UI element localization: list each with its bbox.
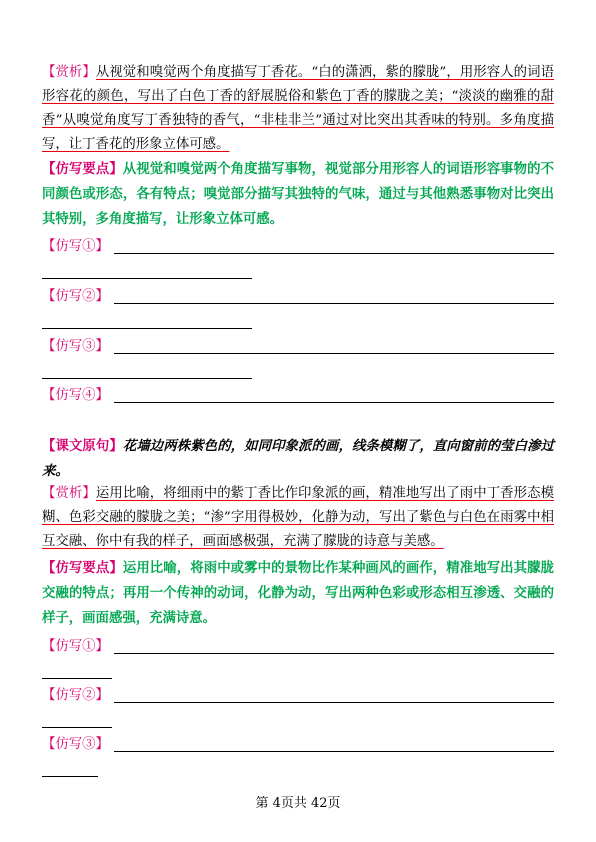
points-paragraph-1 bbox=[42, 157, 554, 232]
points-text: 从视觉和嗅觉两个角度描写事物，视觉部分用形容人的词语形容事物的不同颜色或形态，各有特点；嗅觉部分描写其独特的气味，通过与其他熟悉事物对比突出其特别，多角度描写，让形象立体可感。 bbox=[42, 161, 555, 227]
analysis-text: 运用比喻，将细雨中的紫丁香比作印象派的画，精准地写出了雨中丁香形态模糊、色彩交融的朦胧之美；“渗”字用得极妙，化静为动，写出了紫色与白色在雨雾中相互交融、你中有我的样子，画面感极强，充满了朦胧的诗意与美感。 bbox=[42, 486, 554, 549]
exercise-label-1: 【仿写①】 bbox=[42, 239, 109, 254]
analysis-tag: 【赏析】 bbox=[42, 486, 96, 501]
answer-line[interactable] bbox=[42, 678, 112, 679]
answer-line[interactable] bbox=[114, 402, 554, 403]
analysis-text: 从视觉和嗅觉两个角度描写丁香花。“白的潇洒，紫的朦胧”，用形容人的词语形容花的颜色，写出了白色丁香的舒展脱俗和紫色丁香的朦胧之美；“淡淡的幽雅的甜香”从嗅觉角度写丁香独特的香气，“非桂非兰”通过对比突出其香味的特别。多角度描写，让丁香花的形象立体可感。 bbox=[42, 65, 554, 152]
answer-line[interactable] bbox=[114, 253, 554, 254]
answer-line[interactable] bbox=[42, 328, 252, 329]
points-paragraph-2 bbox=[42, 556, 554, 631]
analysis-paragraph-2 bbox=[42, 482, 554, 554]
exercise-label-2: 【仿写②】 bbox=[42, 289, 109, 304]
original-tag: 【课文原句】 bbox=[42, 438, 123, 454]
points-tag: 【仿写要点】 bbox=[42, 560, 123, 576]
exercise-label-1: 【仿写①】 bbox=[42, 639, 109, 654]
exercise-label-2: 【仿写②】 bbox=[42, 688, 109, 703]
exercise-label-4: 【仿写④】 bbox=[42, 388, 109, 403]
analysis-tag: 【赏析】 bbox=[42, 65, 96, 80]
exercise-label-3: 【仿写③】 bbox=[42, 737, 109, 752]
answer-line[interactable] bbox=[42, 727, 112, 728]
analysis-paragraph-1 bbox=[42, 61, 554, 157]
answer-line[interactable] bbox=[114, 353, 554, 354]
points-text: 运用比喻，将雨中或雾中的景物比作某种画风的画作，精准地写出其朦胧交融的特点；再用一个传神的动词，化静为动，写出两种色彩或形态相互渗透、交融的样子，画面感强，充满诗意。 bbox=[42, 560, 555, 626]
points-tag: 【仿写要点】 bbox=[42, 161, 123, 177]
answer-line[interactable] bbox=[114, 751, 554, 752]
answer-line[interactable] bbox=[42, 776, 98, 777]
answer-line[interactable] bbox=[42, 278, 252, 279]
answer-line[interactable] bbox=[114, 702, 554, 703]
page-number: 第 4页共 42页 bbox=[255, 796, 341, 811]
answer-line[interactable] bbox=[114, 653, 554, 654]
exercise-label-3: 【仿写③】 bbox=[42, 339, 109, 354]
answer-line[interactable] bbox=[42, 378, 252, 379]
answer-line[interactable] bbox=[114, 303, 554, 304]
original-text: 花墙边两株紫色的，如同印象派的画，线条模糊了，直向窗前的莹白渗过来。 bbox=[42, 438, 555, 479]
original-sentence bbox=[42, 434, 554, 484]
